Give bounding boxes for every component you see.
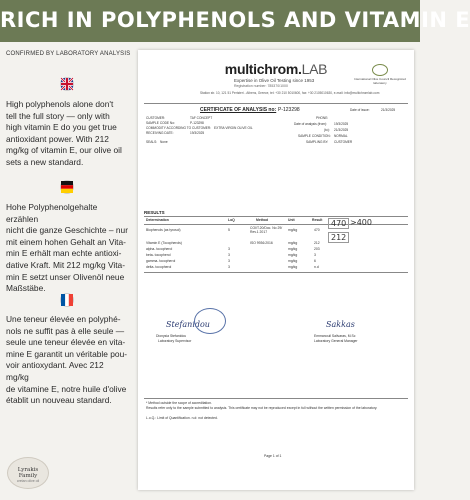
german-text: Hohe Polyphenolgehalte erzählen nicht die ganze Geschichte – nur mit einem hohen Gehalt an Vita- min E erhält man echte antioxi- dative Kraft. Mit 212 mg/kg Vita- min E setzt unser Olivenöl neue Maßstäbe. xyxy=(6,202,128,294)
divider xyxy=(144,398,408,399)
ioc-olive-icon xyxy=(372,64,388,76)
signatory-role: Laboratory General Manager xyxy=(314,339,358,343)
field-value: TAF CONCEPT xyxy=(190,116,213,120)
date-label: Date of issue: xyxy=(350,108,370,112)
table-cell: beta- tocopherol xyxy=(146,253,171,257)
table-cell: 212 xyxy=(314,241,320,245)
brand-logo: Lyrakis Family cretan olive oil xyxy=(7,457,49,489)
handwritten-threshold: >400 xyxy=(350,218,372,227)
table-cell: n.d xyxy=(314,265,319,269)
field-label: SAMPLE CONDITION: xyxy=(298,134,331,138)
confirmed-label: CONFIRMED BY LABORATORY ANALYSIS xyxy=(6,51,131,57)
table-cell: gamma- tocopherol xyxy=(146,259,176,263)
table-cell: 3 xyxy=(228,265,230,269)
table-cell: delta- tocopherol xyxy=(146,265,172,269)
table-cell: 3 xyxy=(228,253,230,257)
table-cell: mg/kg xyxy=(288,253,298,257)
divider xyxy=(144,103,408,104)
table-cell: 3 xyxy=(228,259,230,263)
table-cell: mg/kg xyxy=(288,259,298,263)
column-header: LoQ xyxy=(228,218,235,222)
field-label: (to): xyxy=(324,128,330,132)
table-cell: 470 xyxy=(314,228,320,232)
divider xyxy=(144,216,408,217)
banner-title: RICH IN POLYPHENOLS AND VITAMIN E xyxy=(0,8,470,32)
field-value: 19/3/2025 xyxy=(334,122,349,126)
footnote: Results refer only to the sample submitted to analysis. This certificate may not be reproduced except in full without the written permission of the laboratory. xyxy=(146,406,378,410)
table-cell: 3 xyxy=(228,247,230,251)
table-cell: mg/kg xyxy=(288,228,298,232)
table-cell: 3 xyxy=(314,253,316,257)
field-value: NORMAL xyxy=(334,134,348,138)
table-cell: mg/kg xyxy=(288,247,298,251)
french-flag-icon xyxy=(60,293,74,307)
table-cell: 203 xyxy=(314,247,320,251)
footnote: * Method outside the scope of accreditation. xyxy=(146,401,212,405)
column-header: Result xyxy=(312,218,323,222)
signatory-role: Laboratory Supervisor xyxy=(158,339,192,343)
page-number: Page 1 of 1 xyxy=(264,454,282,458)
field-label: PHONE: xyxy=(316,116,329,120)
field-label: RECEIVING DATE: xyxy=(146,131,174,135)
lab-tagline: Expertise in Olive Oil Testing since 1953 xyxy=(234,78,315,83)
table-cell: Biophenols (as tyrosol) xyxy=(146,228,181,232)
field-label: SEALS: xyxy=(146,140,158,144)
handwritten-result-polyphenols: 470 xyxy=(328,218,349,229)
column-header: Method xyxy=(256,218,269,222)
certificate-title: CERTIFICATE OF ANALYSIS no: xyxy=(200,107,277,113)
english-text: High polyphenols alone don't tell the full story — only with high vitamin E do you get true antioxidant power. With 212 mg/kg of vitamin E, our olive oil sets a new standard. xyxy=(6,99,122,167)
lab-brand: multichrom.LAB xyxy=(224,61,328,77)
german-flag-icon xyxy=(60,180,74,194)
certificate-number: P-123298 xyxy=(278,107,300,113)
field-value: 19/3/2025 xyxy=(190,131,205,135)
field-label: SAMPLE CODE No: xyxy=(146,121,175,125)
table-cell: alpha- tocopherol xyxy=(146,247,173,251)
field-label: COMMODITY ACCORDING TO CUSTOMER: xyxy=(146,126,212,130)
column-header: Determination xyxy=(146,218,169,222)
lab-address: Station str. 10, 121 51 Peristeri - Athens, Greece, tel: +30 210 5010600, fax: +30 2105010630, e-mail: info@multichromlab.com xyxy=(200,91,380,95)
table-cell: 5 xyxy=(228,228,230,232)
signature-scribble: Stefanidou xyxy=(166,320,210,329)
signature-scribble: Sakkas xyxy=(326,320,355,329)
table-cell: Vitamin E (Tocopherols) xyxy=(146,241,182,245)
handwritten-result-vitamin-e: 212 xyxy=(328,232,349,243)
field-label: Date of analysis (from): xyxy=(294,122,327,126)
table-cell: mg/kg xyxy=(288,241,298,245)
results-heading: RESULTS xyxy=(144,210,165,215)
lab-registration: Registration number: 785370/1000 xyxy=(234,84,288,88)
table-cell: COI/T.20/Doc. No 29/ Rev.1 2017 xyxy=(250,226,283,234)
ioc-recognition: International Olive Council Recognized laboratory xyxy=(354,77,406,85)
field-value: P-123298 xyxy=(190,121,204,125)
date-value: 21/3/2025 xyxy=(381,108,396,112)
table-cell: mg/kg xyxy=(288,265,298,269)
certificate-document xyxy=(138,50,414,490)
field-value: EXTRA VIRGIN OLIVE OIL xyxy=(214,126,253,130)
uk-flag-icon xyxy=(60,77,74,91)
footnote: L.o.Q.: Limit of Quantification. n.d: not detected. xyxy=(146,416,218,420)
field-label: CUSTOMER: xyxy=(146,116,166,120)
column-header: Unit xyxy=(288,218,295,222)
title-banner xyxy=(0,0,470,42)
field-value: CUSTOMER xyxy=(334,140,353,144)
signatory-name: Emmanouil Salivaras, M.Sc xyxy=(314,334,356,338)
french-text: Une teneur élevée en polyphé- nols ne suffit pas à elle seule — seule une teneur élevée en vita- mine E garantit un véritable pou- voir antioxydant. Avec 212 mg/kg de vitamine E, notre huile d'olive établit un nouveau standard. xyxy=(6,314,128,406)
field-value: None xyxy=(160,140,168,144)
table-cell: 6 xyxy=(314,259,316,263)
field-value: 21/3/2025 xyxy=(334,128,349,132)
table-cell: ISO 9936:2016 xyxy=(250,241,273,245)
divider xyxy=(144,272,408,273)
field-label: SAMPLING BY: xyxy=(306,140,329,144)
lab-stamp xyxy=(194,308,226,334)
signatory-name: Dionysia Stefanidou xyxy=(156,334,187,338)
